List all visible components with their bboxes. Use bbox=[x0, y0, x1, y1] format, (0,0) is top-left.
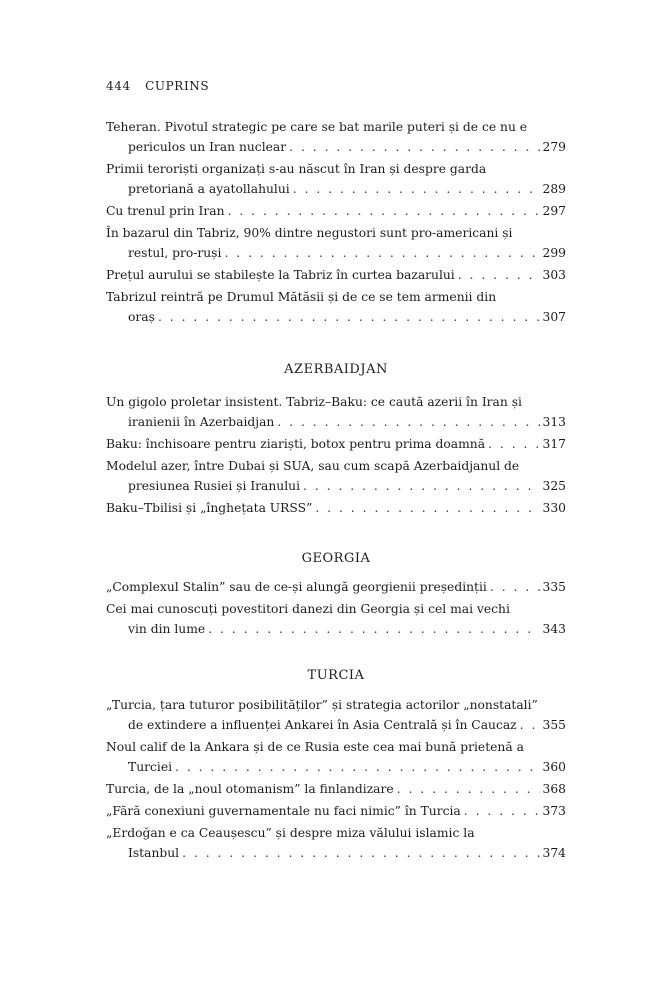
entry-title-line: Primii teroriști organizați s-au născut în Iran și despre garda bbox=[106, 162, 487, 176]
section-title-georgia: GEORGIA bbox=[301, 551, 371, 566]
entry-title: „Complexul Stalin” sau de ce-și alungă georgienii președinții bbox=[106, 580, 487, 594]
entry-title-cont: pretoriană a ayatollahului bbox=[128, 182, 290, 196]
entry-title-line: Noul calif de la Ankara și de ce Rusia este cea mai bună prietenă a bbox=[106, 740, 524, 754]
entry-title: Cu trenul prin Iran bbox=[106, 204, 225, 218]
toc-entry[interactable] bbox=[106, 265, 566, 285]
toc-entry[interactable] bbox=[106, 737, 566, 777]
page-number: 444 bbox=[106, 79, 131, 93]
leader-dots bbox=[228, 201, 540, 221]
entry-page: 299 bbox=[542, 246, 566, 260]
entry-page: 355 bbox=[542, 718, 566, 732]
entry-page: 374 bbox=[542, 846, 566, 860]
leader-dots bbox=[397, 779, 540, 799]
toc-entry[interactable] bbox=[106, 287, 566, 327]
entry-title-line: Cei mai cunoscuți povestitori danezi din Georgia și cel mai vechi bbox=[106, 602, 510, 616]
entry-title-cont: de extindere a influenței Ankarei în Asia Centrală și în Caucaz bbox=[128, 718, 517, 732]
entry-page: 279 bbox=[542, 140, 566, 154]
leader-dots bbox=[182, 843, 539, 863]
entry-page: 343 bbox=[542, 622, 566, 636]
entry-page: 297 bbox=[542, 204, 566, 218]
entry-page: 325 bbox=[542, 479, 566, 493]
leader-dots bbox=[208, 619, 539, 639]
entry-title-line: „Erdoğan e ca Ceaușescu” și despre miza vălului islamic la bbox=[106, 826, 475, 840]
entry-page: 289 bbox=[542, 182, 566, 196]
leader-dots bbox=[464, 801, 540, 821]
entry-title: Baku: închisoare pentru ziariști, botox pentru prima doamnă bbox=[106, 437, 486, 451]
entry-page: 317 bbox=[542, 437, 566, 451]
header-title: CUPRINS bbox=[145, 79, 210, 93]
entry-title-cont: Turciei bbox=[128, 760, 173, 774]
leader-dots bbox=[520, 715, 540, 735]
entry-title: Turcia, de la „noul otomanism” la finlandizare bbox=[106, 782, 394, 796]
leader-dots bbox=[224, 243, 539, 263]
entry-title-line: Modelul azer, între Dubai și SUA, sau cum scapă Azerbaidjanul de bbox=[106, 459, 520, 473]
entry-title-line: În bazarul din Tabriz, 90% dintre negustori sunt pro-americani și bbox=[106, 226, 513, 240]
toc-entry[interactable] bbox=[106, 392, 566, 432]
entry-title-line: Un gigolo proletar insistent. Tabriz–Baku: ce caută azerii în Iran și bbox=[106, 395, 522, 409]
toc-entry[interactable] bbox=[106, 695, 566, 735]
entry-title: Prețul aurului se stabilește la Tabriz în curtea bazarului bbox=[106, 268, 455, 282]
entry-page: 313 bbox=[542, 415, 566, 429]
leader-dots bbox=[488, 434, 539, 454]
leader-dots bbox=[277, 412, 539, 432]
entry-title-line: Tabrizul reintră pe Drumul Mătăsii și de ce se tem armenii din bbox=[106, 290, 497, 304]
leader-dots bbox=[293, 179, 540, 199]
toc-entry[interactable] bbox=[106, 823, 566, 863]
leader-dots bbox=[158, 307, 540, 327]
toc-block-turcia bbox=[106, 695, 566, 863]
toc-entry[interactable] bbox=[106, 223, 566, 263]
toc-entry[interactable] bbox=[106, 434, 566, 454]
running-header bbox=[106, 79, 209, 93]
entry-title-cont: vin din lume bbox=[128, 622, 206, 636]
entry-title-cont: oraș bbox=[128, 310, 155, 324]
entry-title-line: Teheran. Pivotul strategic pe care se bat marile puteri și de ce nu e bbox=[106, 120, 528, 134]
leader-dots bbox=[289, 137, 539, 157]
leader-dots bbox=[490, 577, 540, 597]
leader-dots bbox=[315, 498, 539, 518]
toc-entry[interactable] bbox=[106, 159, 566, 199]
entry-title-cont: Istanbul bbox=[128, 846, 180, 860]
leader-dots bbox=[175, 757, 539, 777]
entry-page: 303 bbox=[542, 268, 566, 282]
entry-page: 335 bbox=[542, 580, 566, 594]
toc-entry[interactable] bbox=[106, 456, 566, 496]
entry-page: 360 bbox=[542, 760, 566, 774]
toc-entry[interactable] bbox=[106, 498, 566, 518]
toc-block-azerbaidjan bbox=[106, 392, 566, 518]
leader-dots bbox=[458, 265, 540, 285]
entry-page: 368 bbox=[542, 782, 566, 796]
entry-title-cont: iranienii în Azerbaidjan bbox=[128, 415, 275, 429]
toc-entry[interactable] bbox=[106, 779, 566, 799]
entry-page: 373 bbox=[542, 804, 566, 818]
section-title-turcia: TURCIA bbox=[307, 668, 365, 683]
entry-title-cont: presiunea Rusiei și Iranului bbox=[128, 479, 301, 493]
toc-entry[interactable] bbox=[106, 577, 566, 597]
toc-block-iran bbox=[106, 117, 566, 327]
entry-page: 307 bbox=[542, 310, 566, 324]
section-title-azerbaidjan: AZERBAIDJAN bbox=[284, 362, 388, 377]
toc-entry[interactable] bbox=[106, 599, 566, 639]
entry-title: Baku–Tbilisi și „înghețata URSS” bbox=[106, 501, 313, 515]
toc-entry[interactable] bbox=[106, 201, 566, 221]
toc-entry[interactable] bbox=[106, 117, 566, 157]
entry-title-cont: periculos un Iran nuclear bbox=[128, 140, 287, 154]
toc-entry[interactable] bbox=[106, 801, 566, 821]
entry-title-line: „Turcia, țara tuturor posibilităților” și strategia actorilor „nonstatali” bbox=[106, 698, 538, 712]
entry-title: „Fără conexiuni guvernamentale nu faci nimic” în Turcia bbox=[106, 804, 461, 818]
entry-page: 330 bbox=[542, 501, 566, 515]
entry-title-cont: restul, pro-ruși bbox=[128, 246, 222, 260]
toc-block-georgia bbox=[106, 577, 566, 639]
leader-dots bbox=[303, 476, 540, 496]
